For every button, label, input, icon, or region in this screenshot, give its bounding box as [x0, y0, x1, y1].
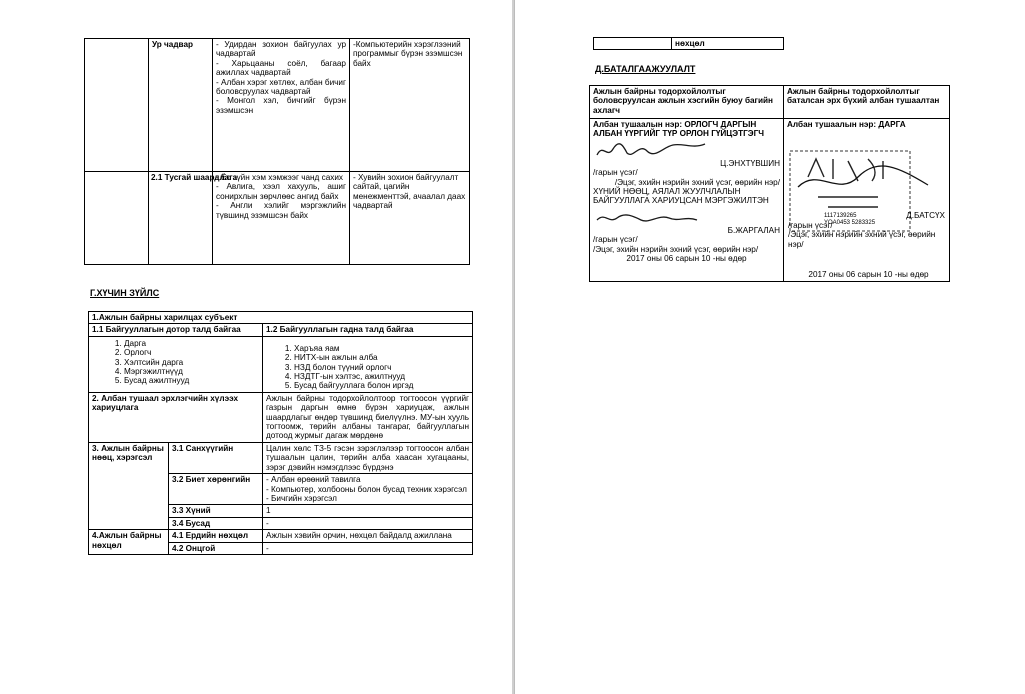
special-requirements: - Ёс зүйн хэм хэмжээг чанд сахих - Авлига, хээл хахууль, ашиг сонирхлын зөрчлөөс ангид байх - Англи хэлийг мэргэжлийн түвшинд эзэмшсэн байх	[213, 172, 350, 265]
signature-2-icon	[593, 206, 703, 228]
approval-right-body	[784, 119, 950, 282]
stamp-number-2: YOA0453 5283325	[824, 220, 876, 226]
table-row	[89, 324, 473, 336]
list-item: 5. Бусад байгууллага болон иргэд	[294, 381, 469, 390]
normal-conditions-label: 4.1 Ердийн нөхцөл	[169, 530, 263, 542]
list-item: 3. Хэлтсийн дарга	[124, 358, 259, 367]
special-conditions-label: 4.2 Онцгой	[169, 542, 263, 554]
section-d-title: Д.БАТАЛГААЖУУЛАЛТ	[595, 64, 696, 74]
list-item: 2. Орлогч	[124, 348, 259, 357]
approval-left-body	[590, 119, 784, 282]
relations-inner-head: 1.1 Байгууллагын дотор талд байгаа	[89, 324, 263, 336]
conditions-label: 4.Ажлын байрны нөхцөл	[89, 530, 169, 555]
signer-3-name: Д.БАТСҮХ	[906, 211, 945, 220]
duty-label: 2. Албан тушаал эрхлэгчийн хүлээх хариуцлага	[89, 392, 263, 442]
list-item: 5. Бусад ажилтнууд	[124, 376, 259, 385]
list-item: 1. Харъяа яам	[294, 344, 469, 353]
continuation-cell: нөхцөл	[672, 38, 784, 50]
skills-note: -Компьютерийн хэрэглээний программыг бүрэн эзэмшсэн байх	[350, 39, 470, 172]
signature-caption: /гарын үсэг/	[788, 221, 833, 230]
resources-label: 3. Ажлын байрны нөөц, хэрэгсэл	[89, 442, 169, 529]
table-row	[89, 442, 473, 473]
right-date: 2017 оны 06 сарын 10 -ны өдөр	[808, 269, 929, 279]
signer-2-caption: /Эцэг, эхийн нэрийн эхний үсэг, өөрийн нэр/	[593, 244, 759, 254]
skills-requirements: - Удирдан зохион байгуулах ур чадвартай - Харьцааны соёл, багаар ажиллах чадвартай - Албан хэрэг хөтлөх, албан бичиг боловсруулах чадвартай - Монгол хэл, бичгийг бүрэн эзэмшсэн	[213, 39, 350, 172]
relations-outer-list	[263, 336, 473, 392]
other-label: 3.4 Бусад	[169, 517, 263, 529]
list-item: 1. Дарга	[124, 339, 259, 348]
special-note: - Хувийн зохион байгуулалт сайтай, цагийн менежменттэй, ачаалал даах чадвартай	[350, 172, 470, 265]
human-value: 1	[263, 505, 473, 517]
special-requirements-label: 2.1 Тусгай шаардлага	[151, 173, 238, 182]
continuation-table	[593, 37, 784, 50]
signer-1-name: Ц.ЭНХТҮВШИН	[720, 158, 780, 168]
left-date: 2017 оны 06 сарын 10 -ны өдөр	[626, 254, 747, 264]
relations-outer-head: 1.2 Байгууллагын гадна талд байгаа	[263, 324, 473, 336]
special-conditions-value: -	[263, 542, 473, 554]
signer-1-caption: /Эцэг, эхийн нэрийн эхний үсэг, өөрийн нэр/	[614, 177, 780, 187]
list-item: 4. НЗДТГ-ын хэлтэс, ажилтнууд	[294, 372, 469, 381]
approval-table	[589, 85, 950, 282]
right-page	[514, 0, 1025, 694]
section-g-title: Г.ХҮЧИН ЗҮЙЛС	[90, 288, 160, 298]
list-item: 3. НЗД болон түүний орлогч	[294, 363, 469, 372]
right-position: Албан тушаалын нэр: ДАРГА	[787, 120, 906, 129]
duty-text: Ажлын байрны тодорхойлолтоор тогтоосон үүргийг газрын даргын өмнө бүрэн хариуцаж, ажлын шаардлагыг өндөр түвшинд биелүүлнэ. МУ-ын хууль тогтоомж, төрийн албаны тангараг, байгууллагын дотоод журмыг дагаж мөрдөнө	[263, 392, 473, 442]
table-row	[85, 39, 470, 172]
material-text: - Албан өрөөний тавилга - Компьютер, холбооны болон бусад техник хэрэгсэл - Бичгийн хэрэгсэл	[263, 474, 473, 505]
approval-left-head: Ажлын байрны тодорхойлолтыг боловсруулсан ажлын хэсгийн буюу багийн ахлагч	[590, 86, 784, 119]
table-row	[594, 38, 784, 50]
normal-conditions-text: Ажлын хэвийн орчин, нөхцөл байдалд ажиллана	[263, 530, 473, 542]
human-label: 3.3 Хүний	[169, 505, 263, 517]
material-label: 3.2 Биет хөрөнгийн	[169, 474, 263, 505]
finance-label: 3.1 Санхүүгийн	[169, 442, 263, 473]
skills-label: Ур чадвар	[149, 39, 213, 172]
middle-position: ХҮНИЙ НӨӨЦ, АЯЛАЛ ЖУУЛЧЛАЛЫН БАЙГУУЛЛАГА ХАРИУЦСАН МЭРГЭЖИЛТЭН	[593, 187, 769, 206]
list-item: 2. НИТХ-ын ажлын алба	[294, 353, 469, 362]
signature-1	[593, 139, 780, 159]
left-position: Албан тушаалын нэр: ОРЛОГЧ ДАРГЫН АЛБАН ҮҮРГИЙГ ТҮР ОРЛОН ГҮЙЦЭТГЭГЧ	[593, 120, 764, 139]
table-row	[590, 119, 950, 282]
signature-1-icon	[593, 139, 713, 161]
table-row	[89, 336, 473, 392]
left-page	[0, 0, 512, 694]
table-row	[89, 530, 473, 542]
signer-3-caption: /Эцэг, эхийн нэрийн эхний үсэг, өөрийн нэр/	[788, 230, 936, 249]
table-row	[85, 172, 470, 265]
signature-2	[593, 206, 780, 226]
relations-inner-list	[89, 336, 263, 392]
signature-caption: /гарын үсэг/	[593, 168, 638, 178]
signer-2-name: Б.ЖАРГАЛАН	[727, 225, 780, 235]
table-row	[89, 392, 473, 442]
list-item: 4. Мэргэжилтнүүд	[124, 367, 259, 376]
other-value: -	[263, 517, 473, 529]
approval-right-head: Ажлын байрны тодорхойлолтыг баталсан эрх бүхий албан тушаалтан	[784, 86, 950, 119]
table-row	[590, 86, 950, 119]
requirements-table	[84, 38, 470, 265]
signature-caption: /гарын үсэг/	[593, 235, 638, 245]
factors-table	[88, 311, 473, 555]
relations-title: 1.Ажлын байрны харилцах субъект	[89, 312, 473, 324]
table-row	[89, 312, 473, 324]
finance-text: Цалин хөлс ТЗ-5 гэсэн зэрэглэлээр тогтоосон албан тушаалын цалин, төрийн алба хаасан хугацааны, зэрэг дэвийн нэмэгдлээс бүрдэнэ	[263, 442, 473, 473]
stamp-number-1: 1117139265	[824, 213, 857, 219]
